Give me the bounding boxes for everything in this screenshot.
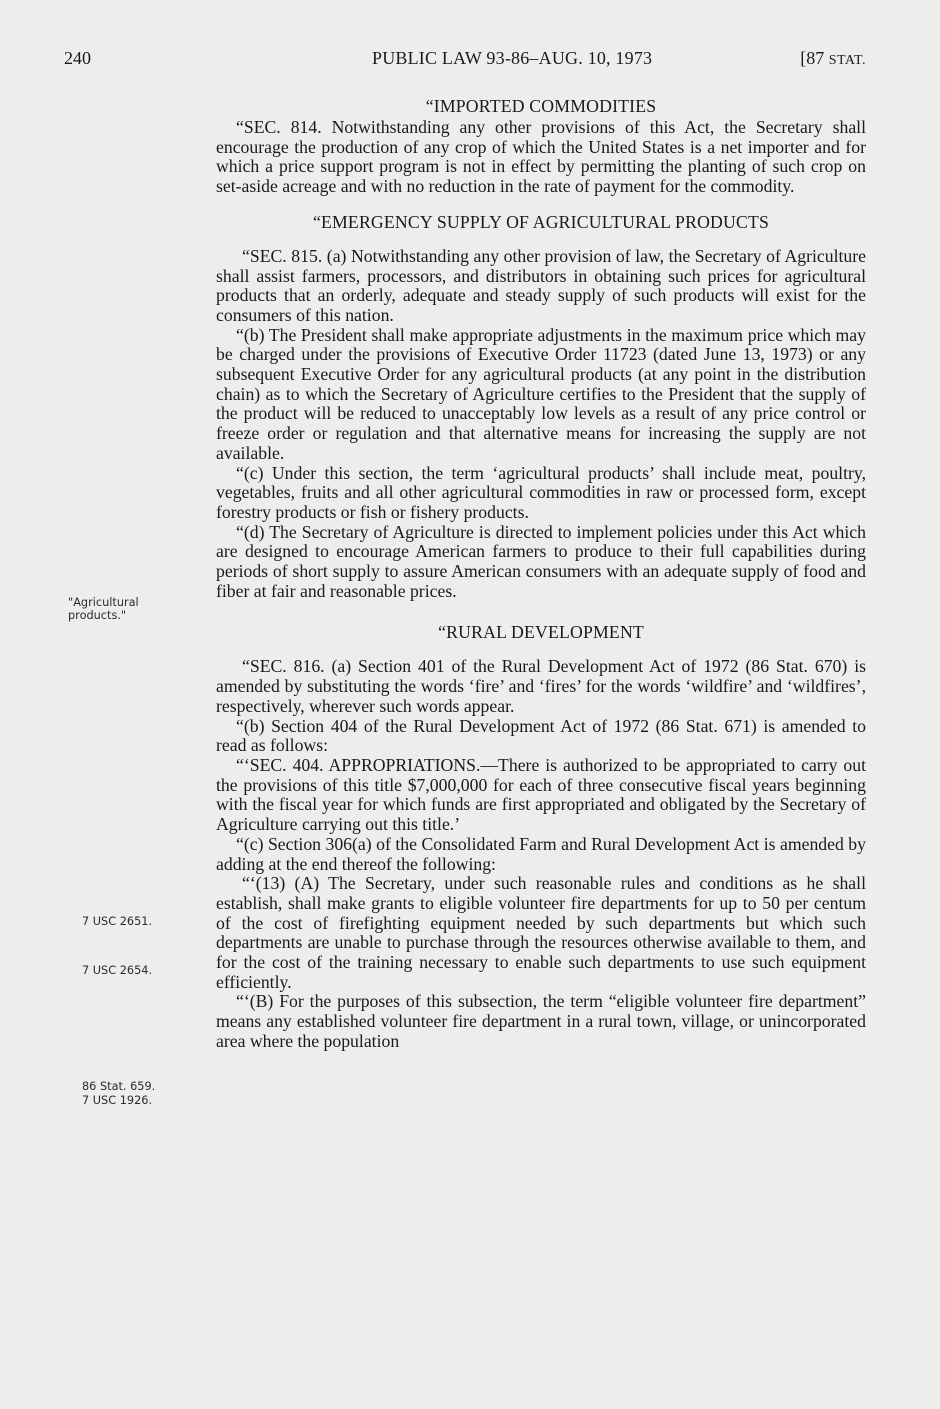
margin-note-agricultural-products: "Agricultural products." (68, 596, 139, 622)
margin-note-usc-2654: 7 USC 2654. (82, 964, 153, 977)
heading-imported-commodities: “IMPORTED COMMODITIES (425, 96, 657, 116)
section-814: “SEC. 814. Notwithstanding any other provisions of this Act, the Secretary shall encourage the production of any crop of which the United States is a net importer and for which a price support program is not in effect by permitting the planting of such crop on set-aside acreage and with no reduction in the rate of payment for the commodity. (216, 117, 866, 197)
section-404-appropriations: “‘SEC. 404. APPROPRIATIONS.—There is authorized to be appropriated to carry out the provisions of this title $7,000,000 for each of three consecutive fiscal years beginning with the fiscal year for which funds are first appropriated and obligated by the Secretary of Agriculture carrying out this title.’ (216, 754, 866, 835)
section-815-b: “(b) The President shall make appropriate adjustments in the maximum price which may be charged under the provisions of Executive Order 11723 (dated June 13, 1973) or any subsequent Executive Order for any agricultural products (at any point in the distribution chain) as to which the Secretary of Agriculture certifies to the President that the supply of the product will be reduced to unacceptably low levels as a result of any price control or freeze order or regulation and that alternative means for increasing the supply are not available. (216, 324, 866, 463)
paragraph-13-a: “‘(13) (A) The Secretary, under such reasonable rules and conditions as he shall establish, shall make grants to eligible volunteer fire departments for up to 50 per centum of the cost of firefighting equipment needed by such departments but which such departments are unable to purchase through the resources otherwise available to them, and for the cost of the training necessary to enable such departments to use such equipment efficiently. (216, 873, 866, 992)
section-815-d: “(d) The Secretary of Agriculture is directed to implement policies under this Act which are designed to encourage American farmers to produce to their full capabilities during periods of short supply to assure American consumers with an adequate supply of food and fiber at fair and reasonable prices. (216, 521, 866, 601)
page-number: 240 (64, 48, 91, 68)
document-body (216, 96, 866, 1052)
heading-rural-development: “RURAL DEVELOPMENT (438, 622, 644, 643)
page-header (64, 48, 866, 74)
section-816-a: “SEC. 816. (a) Section 401 of the Rural Development Act of 1972 (86 Stat. 670) is amended by substituting the words ‘fire’ and ‘fires’ for the words ‘wildfire’ and ‘wildfires’, respectively, wherever such words appear. (216, 656, 866, 716)
margin-note-usc-2651: 7 USC 2651. (82, 915, 153, 928)
paragraph-13-b: “‘(B) For the purposes of this subsection, the term “eligible volunteer fire department” means any established volunteer fire department in a rural town, village, or unincorporated area where the population (216, 991, 866, 1051)
section-816-b: “(b) Section 404 of the Rural Development Act of 1972 (86 Stat. 671) is amended to read as follows: (216, 715, 866, 756)
stat-prefix: [87 (800, 48, 829, 68)
running-title: PUBLIC LAW 93-86–AUG. 10, 1973 (372, 48, 653, 68)
statute-reference (800, 48, 866, 69)
section-815-a: “SEC. 815. (a) Notwithstanding any other provision of law, the Secretary of Agriculture shall assist farmers, processors, and distributors in obtaining such prices for agricultural products that an orderly, adequate and steady supply of such products will exist for the consumers of this nation. (216, 245, 866, 325)
margin-note-usc-1926: 7 USC 1926. (82, 1094, 153, 1107)
heading-emergency-supply: “EMERGENCY SUPPLY OF AGRICULTURAL PRODUCTS (312, 211, 770, 232)
section-815-c: “(c) Under this section, the term ‘agricultural products’ shall include meat, poultry, vegetables, fruits and all other agricultural commodities in raw or processed form, except forestry products or fish or fishery products. (216, 462, 866, 522)
margin-note-stat-659: 86 Stat. 659. (82, 1080, 156, 1093)
stat-label: STAT. (828, 53, 866, 68)
section-816-c: “(c) Section 306(a) of the Consolidated Farm and Rural Development Act is amended by adding at the end thereof the following: (216, 833, 866, 874)
